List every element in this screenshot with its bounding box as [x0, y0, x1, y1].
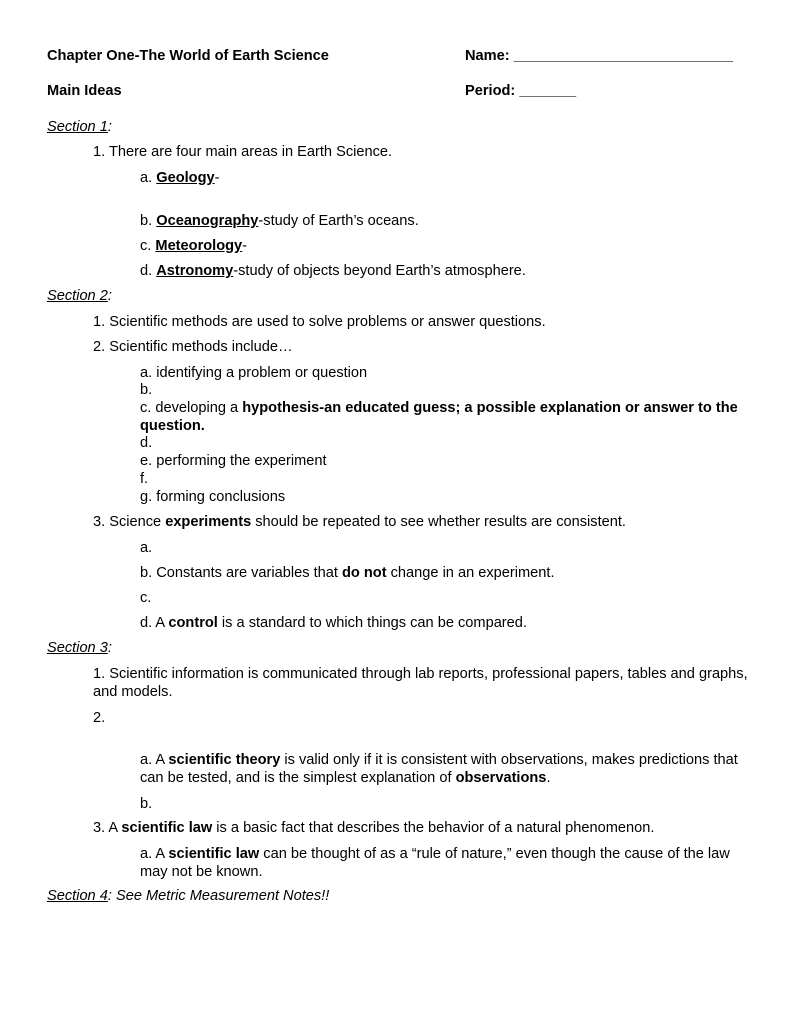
s2-item-1: 1. Scientific methods are used to solve problems or answer questions.: [93, 314, 546, 330]
section-2-heading: Section 2:: [47, 288, 112, 304]
s1-item-d: d. Astronomy-study of objects beyond Earth’s atmosphere.: [140, 263, 526, 279]
period-blank: _______: [519, 83, 577, 99]
s2-step-b: b.: [140, 382, 153, 398]
s2-step-a: a. identifying a problem or question: [140, 365, 368, 381]
s1-item-1: 1. There are four main areas in Earth Science.: [93, 144, 393, 160]
s2-step-c: c. developing a hypothesis-an educated guess; a possible explanation or answer to the question.: [140, 400, 738, 434]
section-3-heading: Section 3:: [47, 640, 112, 656]
s3-item-3-sub-a: a. A scientific law can be thought of as a “rule of nature,” even though the cause of the law may not be known.: [140, 846, 730, 880]
s2-sub-b: b. Constants are variables that do not change in an experiment.: [140, 565, 555, 581]
term-hypothesis: hypothesis-an educated guess; a possible explanation or answer to the question.: [140, 400, 738, 434]
s2-step-f: f.: [140, 471, 149, 487]
s3-item-1: 1. Scientific information is communicated through lab reports, professional papers, tables and graphs, and models.: [93, 666, 748, 700]
s1-item-a: a. Geology-: [140, 170, 220, 186]
name-label: Name:: [465, 48, 510, 64]
page-title: Chapter One-The World of Earth Science: [47, 48, 329, 64]
name-field: [465, 47, 733, 65]
s1-item-b: b. Oceanography-study of Earth’s oceans.: [140, 213, 419, 229]
term-oceanography: Oceanography: [156, 213, 259, 229]
s2-sub-c: c.: [140, 590, 152, 606]
s3-item-2: 2.: [93, 710, 106, 726]
section-4-heading: Section 4: See Metric Measurement Notes!!: [47, 888, 330, 904]
s2-step-d: d.: [140, 435, 153, 451]
term-astronomy: Astronomy: [156, 263, 234, 279]
section-1-heading: Section 1:: [47, 119, 112, 135]
term-geology: Geology: [156, 170, 215, 186]
s2-step-g: g. forming conclusions: [140, 489, 286, 505]
s1-item-c: c. Meteorology-: [140, 238, 248, 254]
s3-sub-a: a. A scientific theory is valid only if it is consistent with observations, makes predictions that can be tested, and is the simplest explanation of observations.: [140, 752, 738, 786]
s2-item-2: 2. Scientific methods include…: [93, 339, 293, 355]
term-meteorology: Meteorology: [155, 238, 243, 254]
s3-item-3: 3. A scientific law is a basic fact that describes the behavior of a natural phenomenon.: [93, 820, 655, 836]
s2-step-e: e. performing the experiment: [140, 453, 327, 469]
s2-sub-a: a.: [140, 540, 153, 556]
period-label: Period:: [465, 83, 516, 99]
s2-sub-d: d. A control is a standard to which things can be compared.: [140, 615, 527, 631]
main-ideas-label: Main Ideas: [47, 83, 122, 99]
name-blank: ___________________________: [513, 48, 733, 64]
s3-sub-b: b.: [140, 796, 153, 812]
period-field: [465, 82, 576, 100]
s2-item-3: 3. Science experiments should be repeated to see whether results are consistent.: [93, 514, 626, 530]
